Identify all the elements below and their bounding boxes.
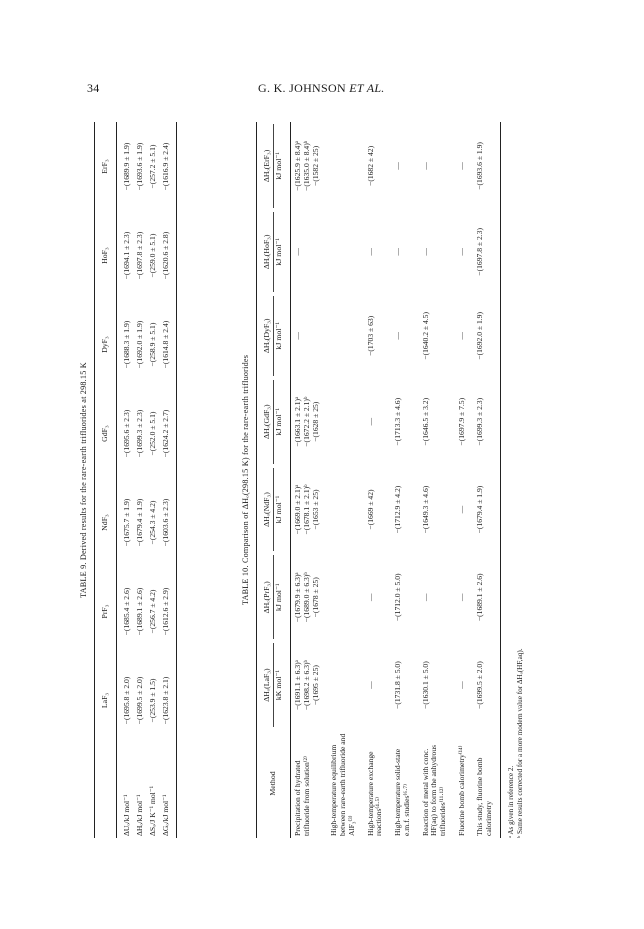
table-cell: −(1612.6 ± 2.9)	[160, 567, 177, 656]
table-cell: −(1614.8 ± 2.4)	[160, 300, 177, 389]
cell-value: −(1663.1 ± 2.1)ᵃ	[293, 396, 303, 447]
col-header-quantity: ΔHₒ(GdF₃)	[262, 404, 272, 440]
row-label: ΔUₒ/kJ mol⁻¹	[122, 794, 132, 836]
cell-value: —	[420, 248, 430, 256]
table-10-footnotes	[507, 122, 525, 838]
table-cell	[327, 122, 363, 210]
table-cell: −(259.0 ± 5.1)	[147, 233, 157, 278]
table-cell: −(253.9 ± 1.5)	[147, 678, 157, 723]
running-title-authors: G. K. JOHNSON	[258, 81, 350, 95]
table-row	[327, 122, 363, 838]
table-cell: −(252.0 ± 5.1)	[147, 411, 157, 456]
table-cell	[364, 641, 391, 729]
cell-value: −(1731.8 ± 5.0)	[393, 661, 403, 709]
table-row	[134, 122, 147, 838]
table-cell	[455, 553, 474, 641]
col-header-quantity: ΔHₒ(HoF₃)	[262, 234, 272, 270]
cell-value: —	[420, 162, 430, 170]
table-cell	[391, 210, 418, 294]
table-cell	[364, 466, 391, 554]
table-cell	[327, 378, 363, 466]
col-header-quantity: ΔHₒ(ErF₃)	[262, 149, 272, 183]
table-9	[79, 122, 209, 838]
method-label: High-temperature equilibrium between rare-earth trifluoride and AlF₃⁽³⁾	[329, 733, 356, 836]
running-title-etal: ET AL.	[349, 81, 385, 95]
cell-value: −(1698.2 ± 6.3)ᵇ	[302, 660, 312, 711]
table-9-caption: TABLE 9. Derived results for the rare-earth trifluorides at 298.15 K	[79, 362, 88, 598]
table-9-grid	[94, 122, 177, 838]
table-cell	[391, 466, 418, 554]
cell-value: −(1630.1 ± 5.0)	[420, 661, 430, 709]
table-row	[117, 122, 134, 838]
footnote: ᵃ As given in reference 2.	[506, 765, 515, 838]
cell-value: −(1712.9 ± 4.2)	[393, 485, 403, 534]
table-cell: −(1697.8 ± 2.3)	[135, 231, 145, 280]
table-row	[455, 122, 474, 838]
table-cell	[364, 210, 391, 294]
cell-value: —	[456, 505, 466, 514]
cell-value: −(1669 ± 42)	[365, 489, 375, 530]
cell-value: −(1582 ± 25)	[310, 145, 320, 186]
col-header-quantity: ΔHₒ(LaF₃)	[262, 668, 272, 702]
cell-value: −(1653 ± 25)	[310, 489, 320, 530]
method-label: This study, fluorine bomb calorimetry	[473, 729, 500, 838]
table-10-grid	[256, 122, 500, 838]
cell-value: −(1691.1 ± 6.3)ᵃ	[293, 660, 303, 710]
table-cell: −(1689.9 ± 1.9)	[122, 142, 132, 191]
table-9-col-header: NdF₃	[95, 478, 117, 567]
table-cell	[291, 466, 328, 554]
table-row	[391, 122, 418, 838]
table-cell	[327, 466, 363, 554]
col-header-unit: kJ mol⁻¹	[273, 555, 284, 639]
table-cell	[455, 466, 474, 554]
table-cell	[291, 210, 328, 294]
cell-value: —	[365, 681, 375, 689]
table-cell	[291, 641, 328, 729]
table-10-header-row	[257, 122, 291, 838]
cell-value: —	[456, 332, 466, 340]
table-cell: −(1620.6 ± 2.8)	[160, 211, 177, 300]
cell-value: −(1699.5 ± 2.0)	[475, 661, 485, 709]
table-cell	[419, 641, 455, 729]
table-cell: −(1624.2 ± 2.7)	[160, 389, 177, 478]
table-cell	[455, 210, 474, 294]
cell-value: −(1679.9 ± 6.3)ᵃ	[293, 572, 303, 623]
cell-value: —	[365, 593, 375, 602]
table-cell: −(254.3 ± 4.2)	[147, 500, 157, 545]
table-cell: −(1616.9 ± 2.4)	[160, 122, 177, 211]
cell-value: —	[293, 248, 303, 256]
col-header-quantity: ΔHₒ(NdF₃)	[262, 492, 272, 527]
cell-value: −(1678.1 ± 2.1)ᵇ	[302, 484, 312, 535]
table-cell	[455, 378, 474, 466]
table-cell	[455, 122, 474, 210]
table-9-header-row	[95, 122, 117, 838]
table-10-col-header	[257, 294, 291, 378]
table-cell	[473, 553, 500, 641]
table-row	[147, 122, 160, 838]
cell-value: −(1697.8 ± 2.3)	[475, 228, 485, 276]
table-cell: −(1693.6 ± 1.9)	[135, 142, 145, 191]
row-label: ΔHₒ/kJ mol⁻¹	[135, 794, 145, 836]
cell-value: −(1703 ± 63)	[365, 315, 375, 356]
cell-value: —	[456, 681, 466, 689]
table-cell	[455, 641, 474, 729]
table-cell	[391, 122, 418, 210]
table-cell	[327, 294, 363, 378]
table-9-col-header: ErF₃	[95, 122, 117, 211]
cell-value: −(1713.3 ± 4.6)	[393, 397, 403, 446]
table-cell	[455, 294, 474, 378]
table-cell: −(1688.3 ± 1.9)	[122, 320, 132, 369]
cell-value: −(1678 ± 25)	[310, 577, 320, 618]
table-cell	[419, 210, 455, 294]
table-cell	[419, 553, 455, 641]
table-cell	[291, 122, 328, 210]
cell-value: −(1692.0 ± 1.9)	[475, 311, 485, 360]
table-cell: −(1692.0 ± 1.9)	[135, 320, 145, 369]
table-cell: −(1699.3 ± 2.3)	[135, 409, 145, 458]
table-cell	[327, 210, 363, 294]
method-label: High-temperature exchange reactions⁽⁴·⁵⁾	[365, 751, 384, 836]
cell-value: —	[456, 248, 466, 256]
table-cell	[391, 641, 418, 729]
cell-value: −(1695 ± 25)	[310, 665, 320, 706]
table-row	[291, 122, 328, 838]
table-9-col-header: LaF₃	[95, 656, 117, 745]
col-header-unit: kJ mol⁻¹	[273, 212, 284, 292]
table-9-col-header: DyF₃	[95, 300, 117, 389]
table-cell	[473, 466, 500, 554]
running-title	[258, 81, 385, 96]
cell-value: −(1646.5 ± 3.2)	[420, 397, 430, 446]
table-9-col-header	[95, 745, 117, 838]
table-row	[364, 122, 391, 838]
table-cell: −(1695.8 ± 2.0)	[122, 676, 132, 725]
cell-value: —	[293, 332, 303, 340]
table-cell	[419, 122, 455, 210]
table-cell	[291, 553, 328, 641]
table-cell: −(258.9 ± 5.1)	[147, 322, 157, 367]
cell-value: −(1697.9 ± 7.5)	[456, 397, 466, 446]
cell-value: —	[393, 162, 403, 170]
table-10-col-header	[257, 466, 291, 554]
cell-value: −(1689.0 ± 6.3)ᵇ	[302, 572, 312, 623]
col-header-unit: kJ mol⁻¹	[273, 468, 284, 552]
table-9-col-header: PrF₃	[95, 567, 117, 656]
table-cell: −(1679.4 ± 1.9)	[135, 498, 145, 547]
table-cell	[473, 210, 500, 294]
table-cell: −(1675.7 ± 1.9)	[122, 498, 132, 547]
method-label: High-temperature solid-state e.m.f. studies⁽⁶·⁷⁾	[393, 748, 411, 836]
col-header-quantity: ΔHₒ(DyF₃)	[262, 318, 272, 354]
table-10-caption: TABLE 10. Comparison of ΔHₒ(298.15 K) for the rare-earth trifluorides	[241, 354, 250, 606]
cell-value: −(1682 ± 42)	[365, 145, 375, 186]
cell-value: —	[420, 593, 430, 602]
cell-value: —	[393, 248, 403, 256]
table-10-col-header	[257, 641, 291, 729]
table-10-col-header	[257, 122, 291, 210]
table-10-col-header	[257, 210, 291, 294]
cell-value: −(1640.2 ± 4.5)	[420, 311, 430, 360]
table-cell	[291, 378, 328, 466]
method-label: Reaction of metal with conc. HF(aq) to form the anhydrous trifluorides⁽¹¹·¹²⁾	[420, 744, 447, 836]
cell-value: —	[456, 593, 466, 602]
page-number: 34	[87, 81, 100, 95]
table-cell	[473, 378, 500, 466]
table-cell: −(257.2 ± 5.1)	[147, 144, 157, 189]
table-cell	[473, 641, 500, 729]
method-label: Precipitation of hydrated trifluoride from solution⁽²⁾	[293, 756, 312, 836]
cell-value: −(1628 ± 25)	[310, 401, 320, 442]
cell-value: −(1712.0 ± 5.0)	[393, 573, 403, 622]
cell-value: −(1689.1 ± 2.6)	[475, 573, 485, 622]
table-cell	[391, 378, 418, 466]
cell-value: −(1669.0 ± 2.1)ᵃ	[293, 484, 303, 535]
table-cell	[291, 294, 328, 378]
cell-value: —	[365, 248, 375, 256]
table-row	[160, 122, 177, 838]
col-header-unit: kJ mol⁻¹	[273, 380, 284, 464]
col-header-unit: kK mol⁻¹	[273, 643, 284, 727]
table-9-col-header: HoF₃	[95, 211, 117, 300]
table-10-col-header	[257, 553, 291, 641]
col-header-unit: kJ mol⁻¹	[273, 124, 284, 208]
cell-value: −(1635.0 ± 8.4)ᵇ	[302, 140, 312, 191]
table-cell	[473, 294, 500, 378]
col-header-unit: kJ mol⁻¹	[273, 296, 284, 376]
table-cell	[419, 294, 455, 378]
table-cell	[364, 294, 391, 378]
cell-value: −(1699.3 ± 2.3)	[475, 397, 485, 446]
table-9-col-header: GdF₃	[95, 389, 117, 478]
table-cell: −(1699.5 ± 2.0)	[135, 676, 145, 725]
cell-value: −(1672.2 ± 2.1)ᵇ	[302, 396, 312, 447]
row-label: ΔGₒ/kJ mol⁻¹	[160, 745, 177, 838]
table-cell	[391, 553, 418, 641]
cell-value: —	[393, 332, 403, 340]
table-cell: −(1603.6 ± 2.3)	[160, 478, 177, 567]
cell-value: −(1649.3 ± 4.6)	[420, 485, 430, 534]
cell-value: −(1693.6 ± 1.9)	[475, 142, 485, 190]
table-10-body	[291, 122, 501, 838]
col-header-quantity: ΔHₒ(PrF₃)	[262, 581, 272, 614]
table-cell: −(1623.8 ± 2.1)	[160, 656, 177, 745]
table-cell	[364, 378, 391, 466]
method-label: Fluorine bomb calorimetry⁽¹⁴⁾	[456, 745, 466, 836]
table-cell	[419, 378, 455, 466]
table-10-col-header	[257, 729, 291, 838]
table-10	[241, 122, 576, 838]
table-cell: −(1689.1 ± 2.6)	[135, 587, 145, 636]
table-cell	[391, 294, 418, 378]
table-cell: −(1685.4 ± 2.6)	[122, 587, 132, 636]
cell-value: —	[456, 162, 466, 170]
table-cell: −(1695.6 ± 2.3)	[122, 409, 132, 458]
table-cell	[364, 553, 391, 641]
table-row	[473, 122, 500, 838]
table-10-col-header	[257, 378, 291, 466]
cell-value: —	[365, 417, 375, 426]
table-cell	[419, 466, 455, 554]
footnote: ᵇ Same results corrected for a more modern value for ΔHₒ(HF,aq).	[516, 648, 525, 838]
row-label: ΔSₒ/J K⁻¹ mol⁻¹	[147, 785, 157, 836]
table-9-body	[117, 122, 177, 838]
col-header-quantity: Method	[268, 771, 278, 796]
table-cell: −(1694.1 ± 2.3)	[122, 231, 132, 280]
table-cell	[473, 122, 500, 210]
table-cell: −(256.7 ± 4.2)	[147, 589, 157, 634]
table-cell	[327, 553, 363, 641]
table-row	[419, 122, 455, 838]
cell-value: −(1625.9 ± 8.4)ᵃ	[293, 141, 303, 191]
table-cell	[364, 122, 391, 210]
cell-value: −(1679.4 ± 1.9)	[475, 485, 485, 534]
table-cell	[327, 641, 363, 729]
